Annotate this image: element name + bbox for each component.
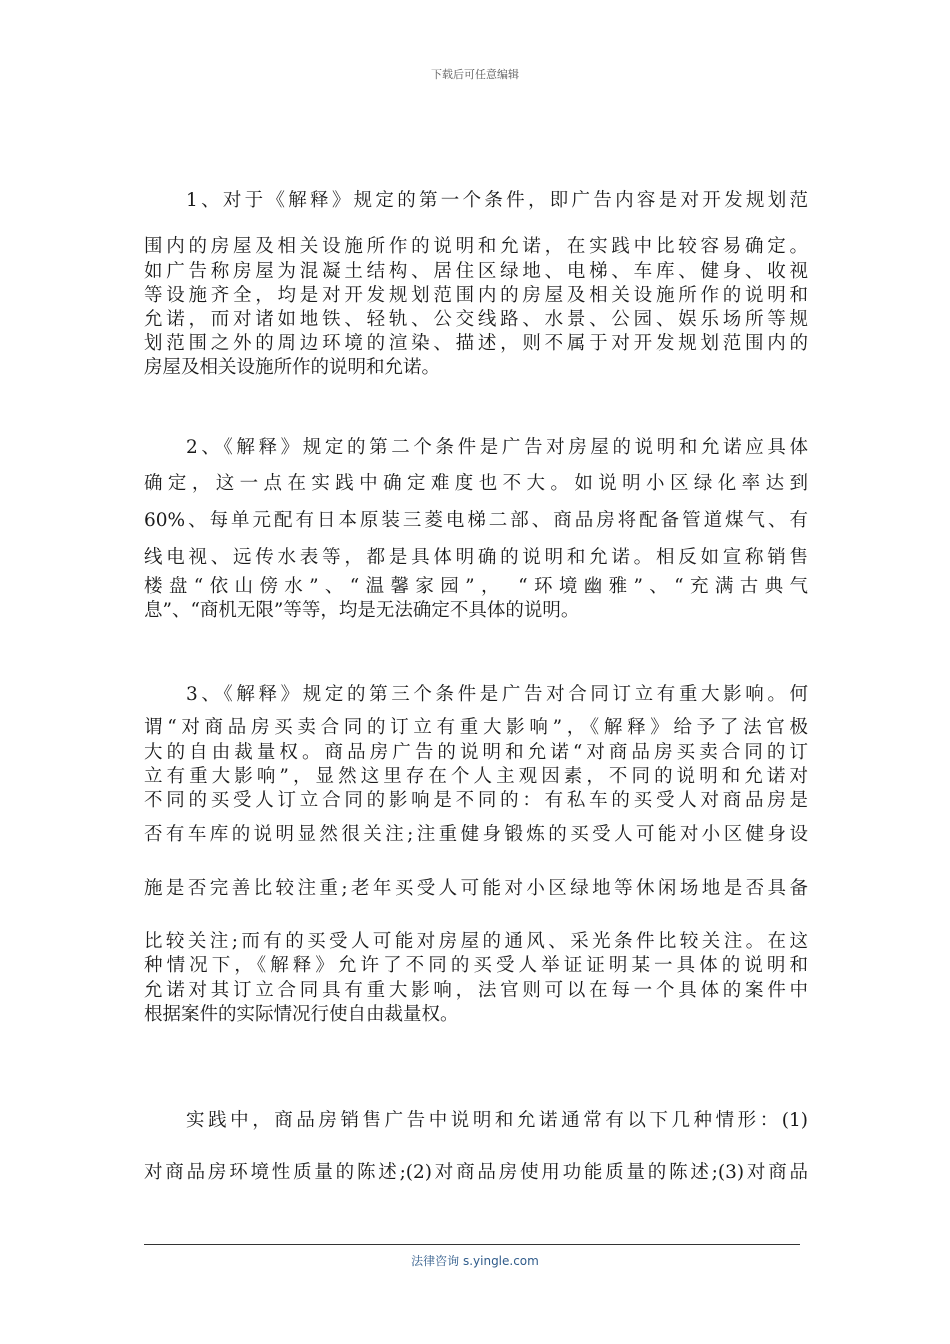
paragraph-line: 谓“对商品房买卖合同的订立有重大影响”，《解释》给予了法官极 <box>144 717 808 738</box>
paragraph-line: 如广告称房屋为混凝土结构、居住区绿地、电梯、车库、健身、收视 <box>144 261 808 282</box>
paragraph-line: 线电视、远传水表等，都是具体明确的说明和允诺。相反如宣称销售 <box>144 547 808 568</box>
footer-divider <box>144 1244 800 1245</box>
paragraph-line: 实践中，商品房销售广告中说明和允诺通常有以下几种情形：(1) <box>186 1110 808 1131</box>
paragraph-line: 立有重大影响”，显然这里存在个人主观因素，不同的说明和允诺对 <box>144 766 808 787</box>
paragraph-line: 允诺对其订立合同具有重大影响，法官则可以在每一个具体的案件中 <box>144 980 808 1001</box>
paragraph-line: 允诺，而对诸如地铁、轻轨、公交线路、水景、公园、娱乐场所等规 <box>144 309 808 330</box>
paragraph-line: 划范围之外的周边环境的渲染、描述，则不属于对开发规划范围内的 <box>144 333 808 354</box>
page-footer: 法律咨询 s.yingle.com <box>411 1254 539 1268</box>
paragraph-line: 确定，这一点在实践中确定难度也不大。如说明小区绿化率达到 <box>144 473 808 494</box>
paragraph-line: 2、《解释》规定的第二个条件是广告对房屋的说明和允诺应具体 <box>186 437 808 458</box>
paragraph-line: 3、《解释》规定的第三个条件是广告对合同订立有重大影响。何 <box>186 684 808 705</box>
paragraph-line: 房屋及相关设施所作的说明和允诺。 <box>144 357 441 378</box>
paragraph-line: 对商品房环境性质量的陈述;(2)对商品房使用功能质量的陈述;(3)对商品 <box>144 1162 808 1183</box>
paragraph-line: 1、对于《解释》规定的第一个条件，即广告内容是对开发规划范 <box>186 190 808 211</box>
paragraph-line: 大的自由裁量权。商品房广告的说明和允诺“对商品房买卖合同的订 <box>144 742 808 763</box>
paragraph-line: 比较关注;而有的买受人可能对房屋的通风、采光条件比较关注。在这 <box>144 931 808 952</box>
paragraph-line: 不同的买受人订立合同的影响是不同的：有私车的买受人对商品房是 <box>144 790 808 811</box>
paragraph-line: 60%、每单元配有日本原装三菱电梯二部、商品房将配备管道煤气、有 <box>144 510 808 531</box>
paragraph-line: 等设施齐全，均是对开发规划范围内的房屋及相关设施所作的说明和 <box>144 285 808 306</box>
paragraph-line: 楼盘“依山傍水”、“温馨家园”， “环境幽雅”、“充满古典气 <box>144 576 808 597</box>
paragraph-line: 种情况下，《解释》允许了不同的买受人举证证明某一具体的说明和 <box>144 955 808 976</box>
paragraph-line: 息”、“商机无限”等等，均是无法确定不具体的说明。 <box>144 600 580 621</box>
paragraph-line: 施是否完善比较注重;老年买受人可能对小区绿地等休闲场地是否具备 <box>144 878 808 899</box>
paragraph-line: 围内的房屋及相关设施所作的说明和允诺，在实践中比较容易确定。 <box>144 236 808 257</box>
paragraph-2 <box>144 433 808 623</box>
paragraph-3 <box>144 680 808 1027</box>
paragraph-1 <box>144 186 808 380</box>
paragraph-line: 根据案件的实际情况行使自由裁量权。 <box>144 1004 459 1025</box>
page-header: 下载后可任意编辑 <box>431 68 519 81</box>
paragraph-4 <box>144 1106 808 1188</box>
paragraph-line: 否有车库的说明显然很关注;注重健身锻炼的买受人可能对小区健身设 <box>144 824 808 845</box>
